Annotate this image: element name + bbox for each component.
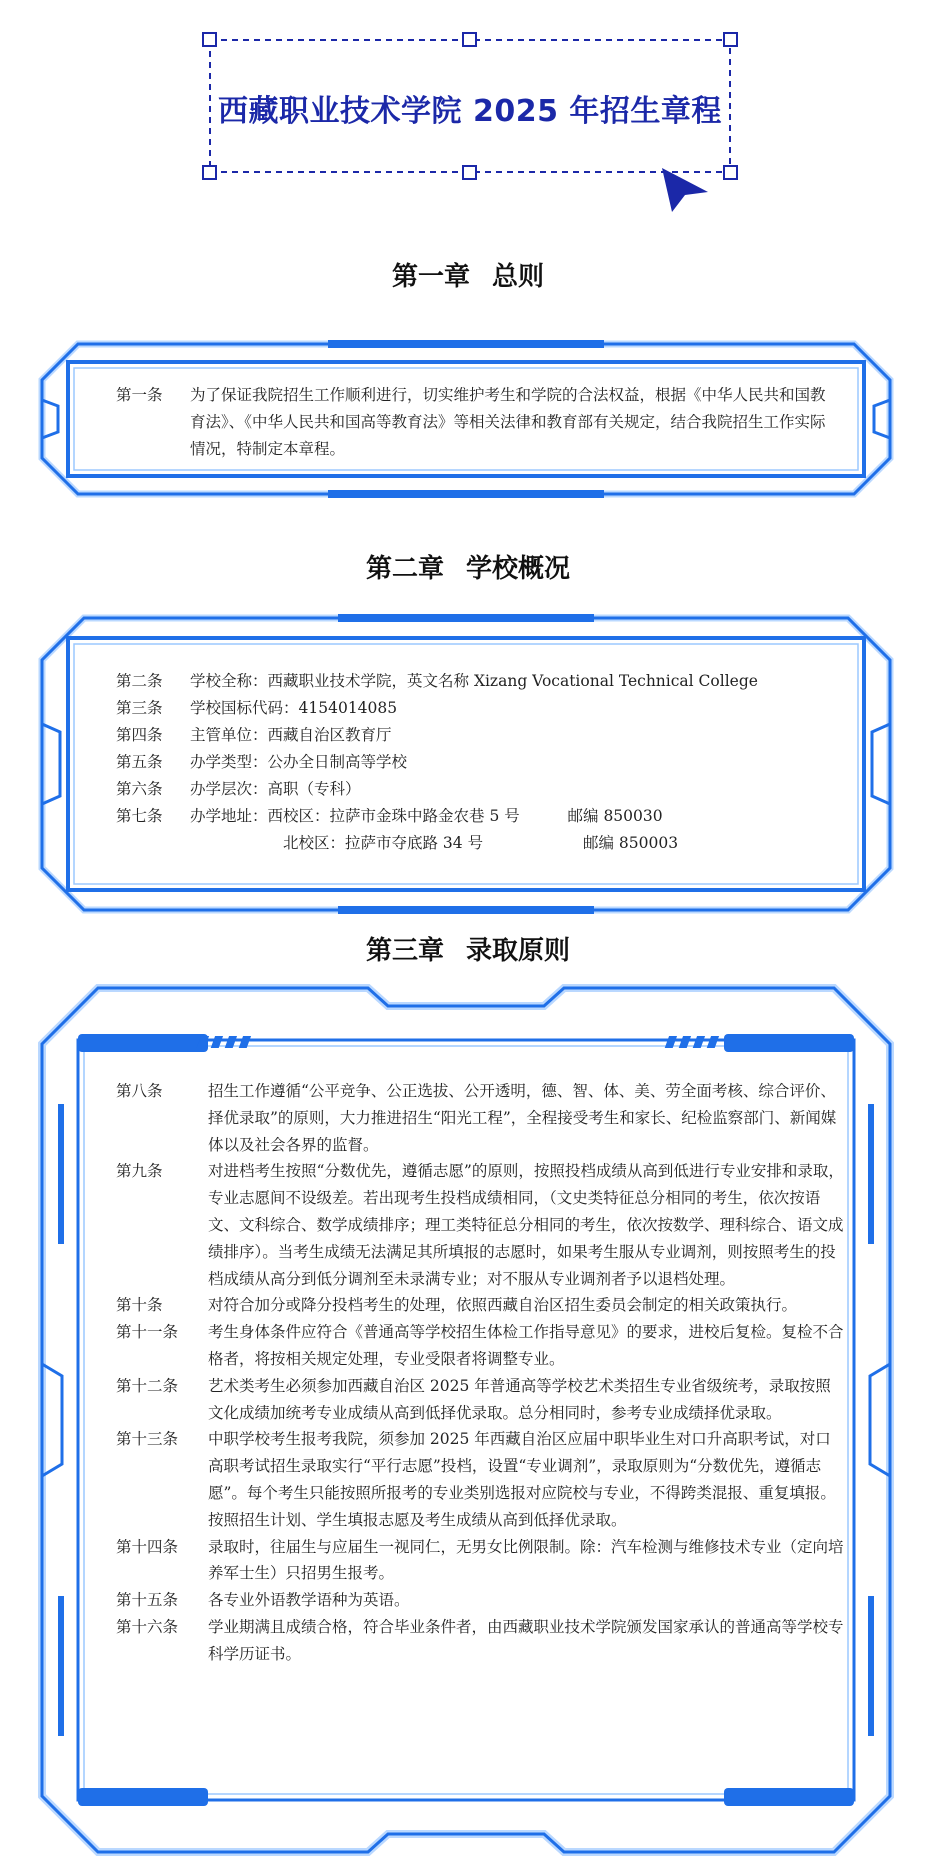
field-key: 主管单位： (190, 726, 268, 744)
chapter-2-frame (38, 614, 894, 914)
article-row (116, 1373, 846, 1427)
chapter-3-body (116, 1078, 846, 1668)
resize-handle-bottom-right[interactable] (723, 165, 738, 180)
resize-handle-top-right[interactable] (723, 32, 738, 47)
chapter-name: 总则 (492, 262, 545, 292)
field-key: 办学类型： (190, 753, 268, 771)
article-row (116, 382, 828, 463)
article-row (116, 1534, 846, 1588)
article-label: 第十一条 (116, 1323, 179, 1342)
article-label: 第十三条 (116, 1430, 179, 1449)
article-label: 第十二条 (116, 1376, 179, 1395)
article-label: 第十六条 (116, 1617, 179, 1636)
article-label: 第四条 (116, 726, 163, 744)
article-text: 考生身体条件应符合《普通高等学校招生体检工作指导意见》的要求，进校后复检。复检不合格者，将按相关规定处理，专业受限者将调整专业。 (208, 1323, 844, 1368)
resize-handle-top-left[interactable] (202, 32, 217, 47)
chapter-number: 第二章 (365, 554, 444, 584)
article-label: 第六条 (116, 780, 163, 798)
article-label: 第十四条 (116, 1537, 179, 1556)
article-text: 各专业外语教学语种为英语。 (208, 1591, 410, 1610)
chapter-1-heading (0, 256, 936, 293)
chapter-3-heading (0, 930, 936, 967)
article-row (116, 749, 828, 776)
chapter-name: 录取原则 (466, 936, 571, 966)
field-key: 办学层次： (190, 780, 268, 798)
chapter-2-body (116, 668, 828, 857)
article-row (116, 1587, 846, 1614)
article-label: 第一条 (116, 386, 163, 404)
article-label: 第十条 (116, 1296, 163, 1315)
chapter-number: 第三章 (365, 936, 444, 966)
postcode: 邮编 850003 (583, 834, 679, 852)
field-value: 西校区：拉萨市金珠中路金农巷 5 号 (267, 807, 520, 825)
field-key: 学校全称： (190, 672, 268, 690)
article-row (116, 1319, 846, 1373)
field-value: 北校区：拉萨市夺底路 34 号 (283, 834, 484, 852)
postcode: 邮编 850030 (567, 807, 663, 825)
article-label: 第十五条 (116, 1591, 179, 1610)
article-text: 为了保证我院招生工作顺利进行，切实维护考生和学院的合法权益，根据《中华人民共和国教育法》、《中华人民共和国高等教育法》等相关法律和教育部有关规定，结合我院招生工作实际情况，特制定本章程。 (190, 386, 826, 458)
resize-handle-top-center[interactable] (462, 32, 477, 47)
chapter-name: 学校概况 (466, 554, 571, 584)
article-row (116, 1614, 846, 1668)
chapter-3-frame (38, 984, 894, 1856)
field-key (190, 830, 283, 857)
field-value: 西藏自治区教育厅 (267, 726, 392, 744)
article-label: 第九条 (116, 1162, 163, 1181)
field-value: 4154014085 (298, 699, 398, 717)
cursor-arrow-icon (658, 164, 714, 216)
article-label: 第二条 (116, 672, 163, 690)
chapter-number: 第一章 (391, 262, 470, 292)
article-label: 第三条 (116, 699, 163, 717)
field-value: 公办全日制高等学校 (267, 753, 408, 771)
document-title: 西藏职业技术学院 2025 年招生章程 (218, 94, 722, 129)
resize-handle-bottom-center[interactable] (462, 165, 477, 180)
resize-handle-bottom-left[interactable] (202, 165, 217, 180)
article-text: 招生工作遵循“公平竞争、公正选拔、公开透明，德、智、体、美、劳全面考核、综合评价、择优录取”的原则，大力推进招生“阳光工程”，全程接受考生和家长、纪检监察部门、新闻媒体以及社会各界的监督。 (208, 1082, 837, 1154)
article-text: 录取时，往届生与应届生一视同仁，无男女比例限制。除：汽车检测与维修技术专业（定向培养军士生）只招男生报考。 (208, 1537, 844, 1583)
article-row (116, 695, 828, 722)
article-text: 中职学校考生报考我院，须参加 2025 年西藏自治区应届中职毕业生对口升高职考试，对口高职考试招生录取实行“平行志愿”投档，设置“专业调剂”，录取原则为“分数优先，遵循志愿”。每个考生只能按照所报考的专业类别选报对应院校与专业，不得跨类混报、重复填报。按照招生计划、学生填报志愿及考生成绩从高到低择优录取。 (208, 1430, 836, 1529)
chapter-1-frame (38, 340, 894, 498)
article-text: 艺术类考生必须参加西藏自治区 2025 年普通高等学校艺术类招生专业省级统考，录取按照文化成绩加统考专业成绩从高到低择优录取。总分相同时，参考专业成绩择优录取。 (208, 1376, 831, 1422)
article-row (116, 1426, 846, 1533)
field-key: 办学地址： (190, 807, 268, 825)
article-row (116, 1158, 846, 1292)
article-row (116, 1078, 846, 1158)
article-label: 第五条 (116, 753, 163, 771)
article-label (116, 830, 190, 857)
field-value: 西藏职业技术学院，英文名称 Xizang Vocational Technical College (267, 672, 758, 690)
article-row (116, 776, 828, 803)
chapter-2-heading (0, 548, 936, 585)
field-key: 学校国标代码： (190, 699, 299, 717)
article-row (116, 803, 828, 830)
chapter-1-body (116, 382, 828, 463)
article-label: 第七条 (116, 807, 163, 825)
article-row (116, 830, 828, 857)
article-row (116, 722, 828, 749)
article-text: 对进档考生按照“分数优先，遵循志愿”的原则，按照投档成绩从高到低进行专业安排和录取，专业志愿间不设级差。若出现考生投档成绩相同，（文史类特征总分相同的考生，依次按语文、文科综合、数学成绩排序；理工类特征总分相同的考生，依次按数学、理科综合、语文成绩排序）。当考生成绩无法满足其所填报的志愿时，如果考生服从专业调剂，则按照考生的投档成绩从高分到低分调剂至未录满专业；对不服从专业调剂者予以退档处理。 (208, 1162, 844, 1288)
article-text: 对符合加分或降分投档考生的处理，依照西藏自治区招生委员会制定的相关政策执行。 (208, 1296, 798, 1315)
field-value: 高职（专科） (267, 780, 361, 798)
title-box (206, 36, 734, 176)
article-row (116, 1292, 846, 1319)
article-row (116, 668, 828, 695)
article-label: 第八条 (116, 1082, 163, 1100)
article-text: 学业期满且成绩合格，符合毕业条件者，由西藏职业技术学院颁发国家承认的普通高等学校专科学历证书。 (208, 1617, 844, 1663)
